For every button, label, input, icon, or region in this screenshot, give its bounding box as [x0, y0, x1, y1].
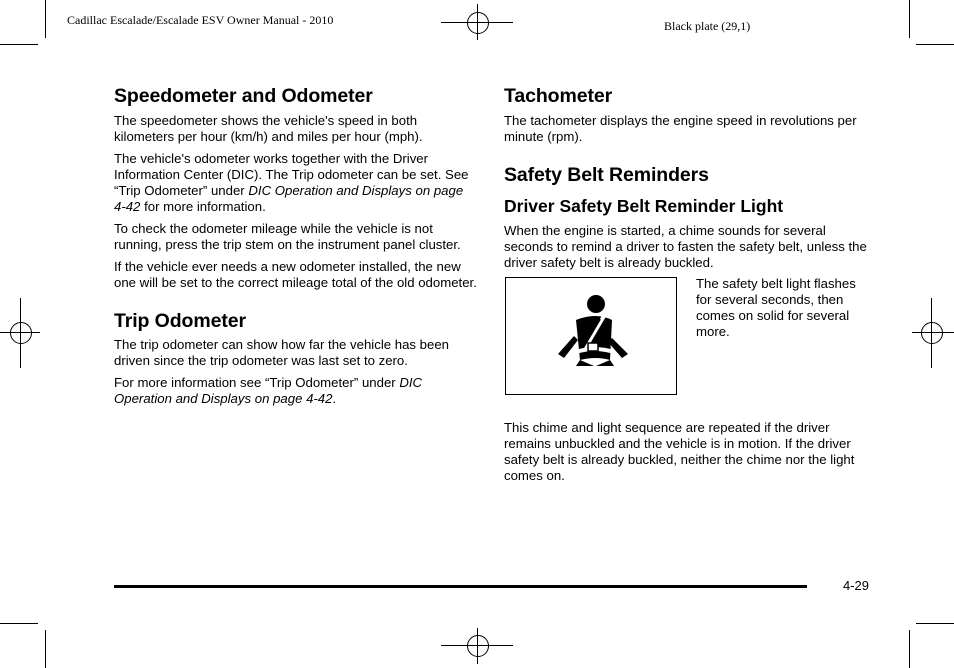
cross-reference-link[interactable]: DIC Operation and Displays on page 4‑42 [114, 183, 464, 214]
crop-mark [0, 623, 38, 624]
crop-mark [45, 630, 46, 668]
cross-reference-link[interactable]: DIC Operation and Displays on page 4‑42 [114, 375, 423, 406]
paragraph: If the vehicle ever needs a new odometer installed, the new one will be set to the correct mileage total of the old odometer. [114, 259, 477, 290]
paragraph: The speedometer shows the vehicle's speed in both kilometers per hour (km/h) and miles per hour (mph). [114, 113, 423, 144]
crop-mark [45, 0, 46, 38]
crop-mark [916, 44, 954, 45]
section-heading-trip-odometer: Trip Odometer [114, 310, 246, 332]
crop-mark [909, 0, 910, 38]
paragraph: The trip odometer can show how far the vehicle has been driven since the trip odometer was last set to zero. [114, 337, 450, 368]
plate-label: Black plate (29,1) [664, 19, 751, 33]
subheading-driver-belt-light: Driver Safety Belt Reminder Light [504, 196, 784, 216]
right-column [504, 84, 870, 271]
section-heading-tachometer: Tachometer [504, 85, 613, 107]
crop-mark [909, 630, 910, 668]
crop-mark [0, 44, 38, 45]
paragraph: For more information see “Trip Odometer” under DIC Operation and Displays on page 4‑42. [114, 375, 423, 406]
paragraph: When the engine is started, a chime sounds for several seconds to remind a driver to fasten the safety belt, unless the driver safety belt is already buckled. [504, 223, 867, 270]
figure-caption: The safety belt light flashes for several seconds, then comes on solid for several more. [696, 276, 856, 339]
safety-belt-icon [506, 278, 676, 394]
left-column [114, 84, 480, 407]
section-heading-safety-belt: Safety Belt Reminders [504, 164, 709, 186]
crop-mark [916, 623, 954, 624]
manual-title: Cadillac Escalade/Escalade ESV Owner Manual - 2010 [67, 13, 334, 27]
footer-rule [114, 585, 807, 588]
paragraph: This chime and light sequence are repeated if the driver remains unbuckled and the vehicle is in motion. If the driver safety belt is already buckled, neither the chime nor the light comes on. [504, 420, 855, 483]
section-heading-speedometer: Speedometer and Odometer [114, 85, 373, 107]
paragraph: To check the odometer mileage while the vehicle is not running, press the trip stem on the instrument panel cluster. [114, 221, 461, 252]
safety-belt-figure [505, 277, 677, 395]
paragraph: The vehicle's odometer works together with the Driver Information Center (DIC). The Trip odometer can be set. See “Trip Odometer” under DIC Operation and Displays on page 4‑42 for more information. [114, 151, 469, 214]
page-number: 4-29 [843, 578, 870, 593]
paragraph: The tachometer displays the engine speed in revolutions per minute (rpm). [504, 113, 857, 144]
